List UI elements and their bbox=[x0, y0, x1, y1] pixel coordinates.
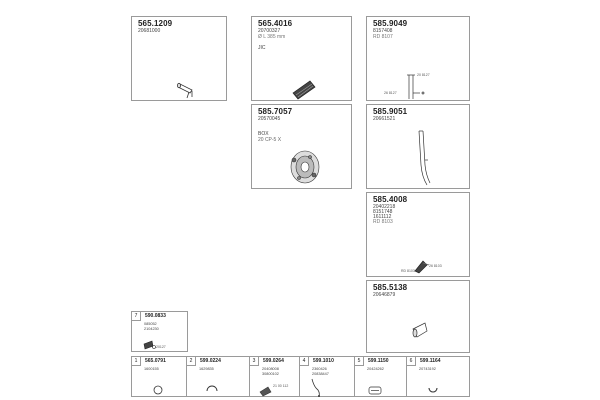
part-detail: 20424262 bbox=[367, 367, 384, 371]
part-label: 20127 bbox=[156, 345, 166, 349]
pipe-connector-icon bbox=[367, 193, 471, 278]
part-detail: 2360426 bbox=[312, 367, 327, 371]
part-card-585-7057[interactable] bbox=[251, 104, 352, 189]
strip-item-6[interactable] bbox=[407, 356, 470, 397]
flex-pipe-icon bbox=[252, 17, 353, 102]
item-index: 5 bbox=[355, 357, 364, 366]
catalytic-converter-icon bbox=[252, 105, 353, 190]
part-card-565-4016[interactable] bbox=[251, 16, 352, 101]
item-index: 1 bbox=[132, 357, 141, 366]
part-number: 599.0224 bbox=[200, 358, 221, 364]
part-detail: 1600155 bbox=[144, 367, 159, 371]
mounting-clamp-icon bbox=[355, 357, 407, 398]
part-detail: 20402218 bbox=[373, 204, 396, 210]
part-detail: 1629835 bbox=[199, 367, 214, 371]
part-number: 599.1150 bbox=[368, 358, 389, 364]
part-detail: 8157408 bbox=[373, 28, 393, 34]
part-card-565-1209[interactable] bbox=[131, 16, 227, 101]
clamp-ring-icon bbox=[187, 357, 250, 398]
item-index: 2 bbox=[187, 357, 196, 366]
part-label: 21 00 112 bbox=[273, 384, 289, 388]
sleeve-icon bbox=[250, 357, 300, 398]
strip-item-2[interactable] bbox=[187, 356, 250, 397]
part-number: 585.7057 bbox=[258, 107, 293, 116]
part-label: RD 8103 bbox=[401, 269, 415, 273]
part-card-585-9051[interactable] bbox=[366, 104, 470, 189]
part-detail: 20743192 bbox=[419, 367, 436, 371]
part-detail: BOX bbox=[258, 131, 269, 137]
part-detail: RD 8107 bbox=[373, 34, 393, 40]
part-detail: 2104230 bbox=[144, 326, 159, 331]
part-number: 585.5138 bbox=[373, 283, 408, 292]
part-number: 565.0791 bbox=[145, 358, 166, 364]
part-number: 590.0833 bbox=[145, 313, 166, 319]
part-label: 26 8103 bbox=[429, 264, 442, 268]
part-detail: 1611112 bbox=[373, 214, 392, 220]
item-index: 3 bbox=[250, 357, 259, 366]
part-detail: 085052 bbox=[144, 322, 157, 326]
tailpipe-icon bbox=[367, 17, 471, 102]
item-index: 4 bbox=[300, 357, 309, 366]
part-label: 20 8127 bbox=[417, 73, 430, 77]
part-number: 585.9049 bbox=[373, 19, 408, 28]
part-number: 585.9051 bbox=[373, 107, 408, 116]
part-number: 599.1010 bbox=[313, 358, 334, 364]
hanger-icon bbox=[300, 357, 355, 398]
part-detail: JIC bbox=[258, 45, 266, 51]
part-detail: 20408008 bbox=[262, 367, 279, 371]
strip-item-3[interactable] bbox=[250, 356, 300, 397]
bent-pipe-icon bbox=[367, 105, 471, 190]
part-detail: 20661521 bbox=[373, 116, 396, 122]
part-detail: 8151748 bbox=[373, 209, 393, 215]
part-detail: 20570045 bbox=[258, 116, 281, 122]
part-number: 585.4008 bbox=[373, 195, 408, 204]
part-detail: 20646879 bbox=[373, 292, 396, 298]
part-detail: 20681000 bbox=[138, 28, 161, 34]
part-label: 26 8127 bbox=[384, 91, 397, 95]
part-number: 599.1164 bbox=[420, 358, 441, 364]
part-detail: 30800102 bbox=[262, 371, 279, 376]
end-pipe-icon bbox=[367, 281, 471, 354]
strip-item-1[interactable] bbox=[131, 356, 187, 397]
strip-item-4[interactable] bbox=[300, 356, 355, 397]
part-card-590-0833[interactable] bbox=[131, 311, 188, 352]
part-detail: 20700327 bbox=[258, 28, 281, 34]
strip-item-5[interactable] bbox=[355, 356, 407, 397]
gasket-ring-icon bbox=[132, 357, 188, 398]
part-number: 599.0264 bbox=[263, 358, 284, 364]
part-card-585-9049[interactable] bbox=[366, 16, 470, 101]
exhaust-pipe-icon bbox=[132, 17, 228, 102]
part-card-585-5138[interactable] bbox=[366, 280, 470, 353]
item-index: 7 bbox=[132, 312, 141, 321]
part-detail: 20 CP-5 X bbox=[258, 137, 282, 143]
rubber-ring-icon bbox=[407, 357, 470, 398]
item-index: 6 bbox=[407, 357, 416, 366]
part-number: 565.4016 bbox=[258, 19, 293, 28]
part-detail: Ø L 385 mm bbox=[258, 34, 286, 40]
part-card-585-4008[interactable] bbox=[366, 192, 470, 277]
part-detail: 20838447 bbox=[312, 371, 329, 376]
part-detail: RD 8103 bbox=[373, 219, 393, 225]
part-number: 565.1209 bbox=[138, 19, 173, 28]
